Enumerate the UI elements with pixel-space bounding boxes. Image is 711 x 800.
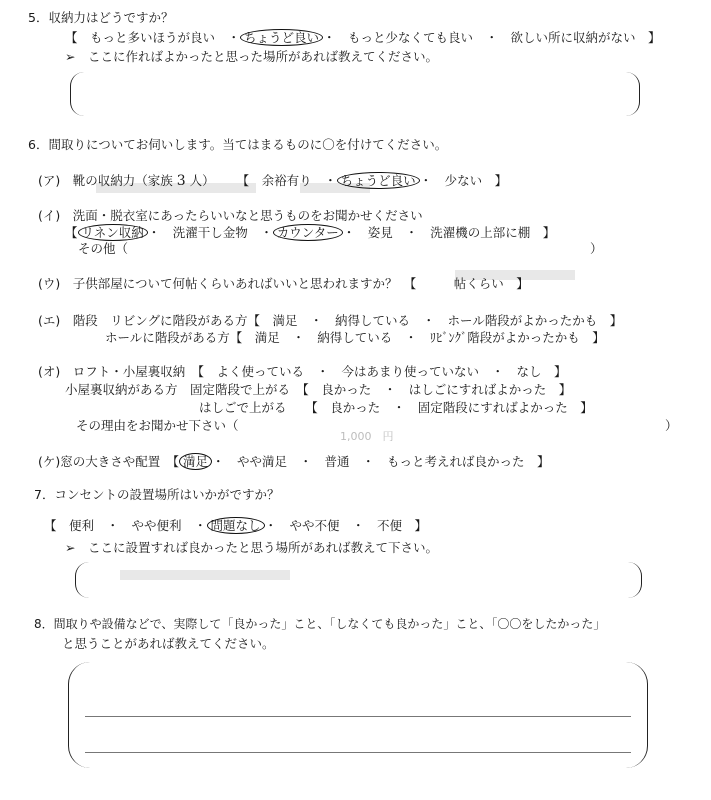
q6-i-selected-linen[interactable]: リネン収納 [78, 224, 148, 241]
q8-line1: 8．間取りや設備などで、実際して「良かった」こと、「しなくても良かった」こと、「〇〇をしたかった」 [34, 617, 606, 631]
family-count[interactable]: 3 [176, 173, 186, 189]
q6-e-line1: (エ) 階段 リビングに階段がある方【 満足 ・ 納得している ・ ホール階段がよかったかも 】 [38, 313, 623, 328]
q6-ke-selected-answer[interactable]: 満足 [179, 453, 212, 470]
q7-answer-box[interactable] [75, 562, 642, 598]
q6-o-line3: はしごで上がる 【 良かった ・ 固定階段にすればよかった 】 [199, 400, 593, 415]
q6-a-row: (ア) 靴の収納力（家族 3 人） 【 余裕有り ・ ちょうど良い ・ 少ない 】 [38, 173, 508, 189]
bleed-text: 1,000 円 [340, 430, 394, 443]
q6-i-label: (イ) 洗面・脱衣室にあったらいいなと思うものをお聞かせください [38, 208, 423, 223]
q7-options: 【 便利 ・ やや便利 ・ 問題なし ・ やや不便 ・ 不便 】 [44, 518, 428, 533]
q6-u-row: (ウ) 子供部屋について何帖くらいあればいいと思われますか？ 【 帖くらい 】 [38, 276, 529, 291]
q7-note: ➢ ここに設置すれば良かったと思う場所があれば教えて下さい。 [65, 540, 438, 555]
q8-writing-line-1 [85, 716, 631, 717]
q8-writing-line-2 [85, 752, 631, 753]
q6-o-line4-close: ） [665, 418, 678, 433]
q6-o-line4: その理由をお聞かせ下さい（ [76, 418, 239, 433]
q6-o-line2: 小屋裏収納がある方 固定階段で上がる 【 良かった ・ はしごにすればよかった 】 [65, 382, 572, 397]
q6-i-other: その他（ [78, 241, 129, 256]
q6-e-line2: ホールに階段がある方【 満足 ・ 納得している ・ ﾘﾋﾞﾝｸﾞ階段がよかったかも 】 [105, 330, 605, 345]
q6-a-selected-answer[interactable]: ちょうど良い [337, 172, 420, 189]
q5-note: ➢ ここに作ればよかったと思った場所があれば教えてください。 [65, 49, 438, 64]
q6-i-options: 【 リネン収納 ・ 洗濯干し金物 ・ カウンター ・ 姿見 ・ 洗濯機の上部に棚 】 [65, 225, 556, 240]
q6-i-other-close: ） [590, 241, 603, 256]
q6-i-selected-counter[interactable]: カウンター [273, 224, 343, 241]
q8-line2: と思うことがあれば教えてください。 [62, 636, 275, 651]
q5-title: 5．収納力はどうですか？ [28, 10, 174, 25]
q6-title: 6．間取りについてお伺いします。当てはまるものに〇を付けてください。 [28, 137, 448, 152]
q5-options: 【 もっと多いほうが良い ・ ちょうど良い ・ もっと少なくても良い ・ 欲しい所に収納がない 】 [65, 30, 661, 45]
q7-selected-answer[interactable]: 問題なし [207, 517, 265, 534]
q6-o-line1: (オ) ロフト・小屋裏収納 【 よく使っている ・ 今はあまり使っていない ・ なし 】 [38, 364, 567, 379]
q6-ke-row: (ケ)窓の大きさや配置 【 満足 ・ やや満足 ・ 普通 ・ もっと考えれば良かった 】 [38, 454, 550, 469]
q7-title: 7．コンセントの設置場所はいかがですか？ [34, 487, 280, 502]
q5-selected-answer[interactable]: ちょうど良い [240, 29, 323, 46]
q5-answer-box[interactable] [70, 72, 640, 116]
